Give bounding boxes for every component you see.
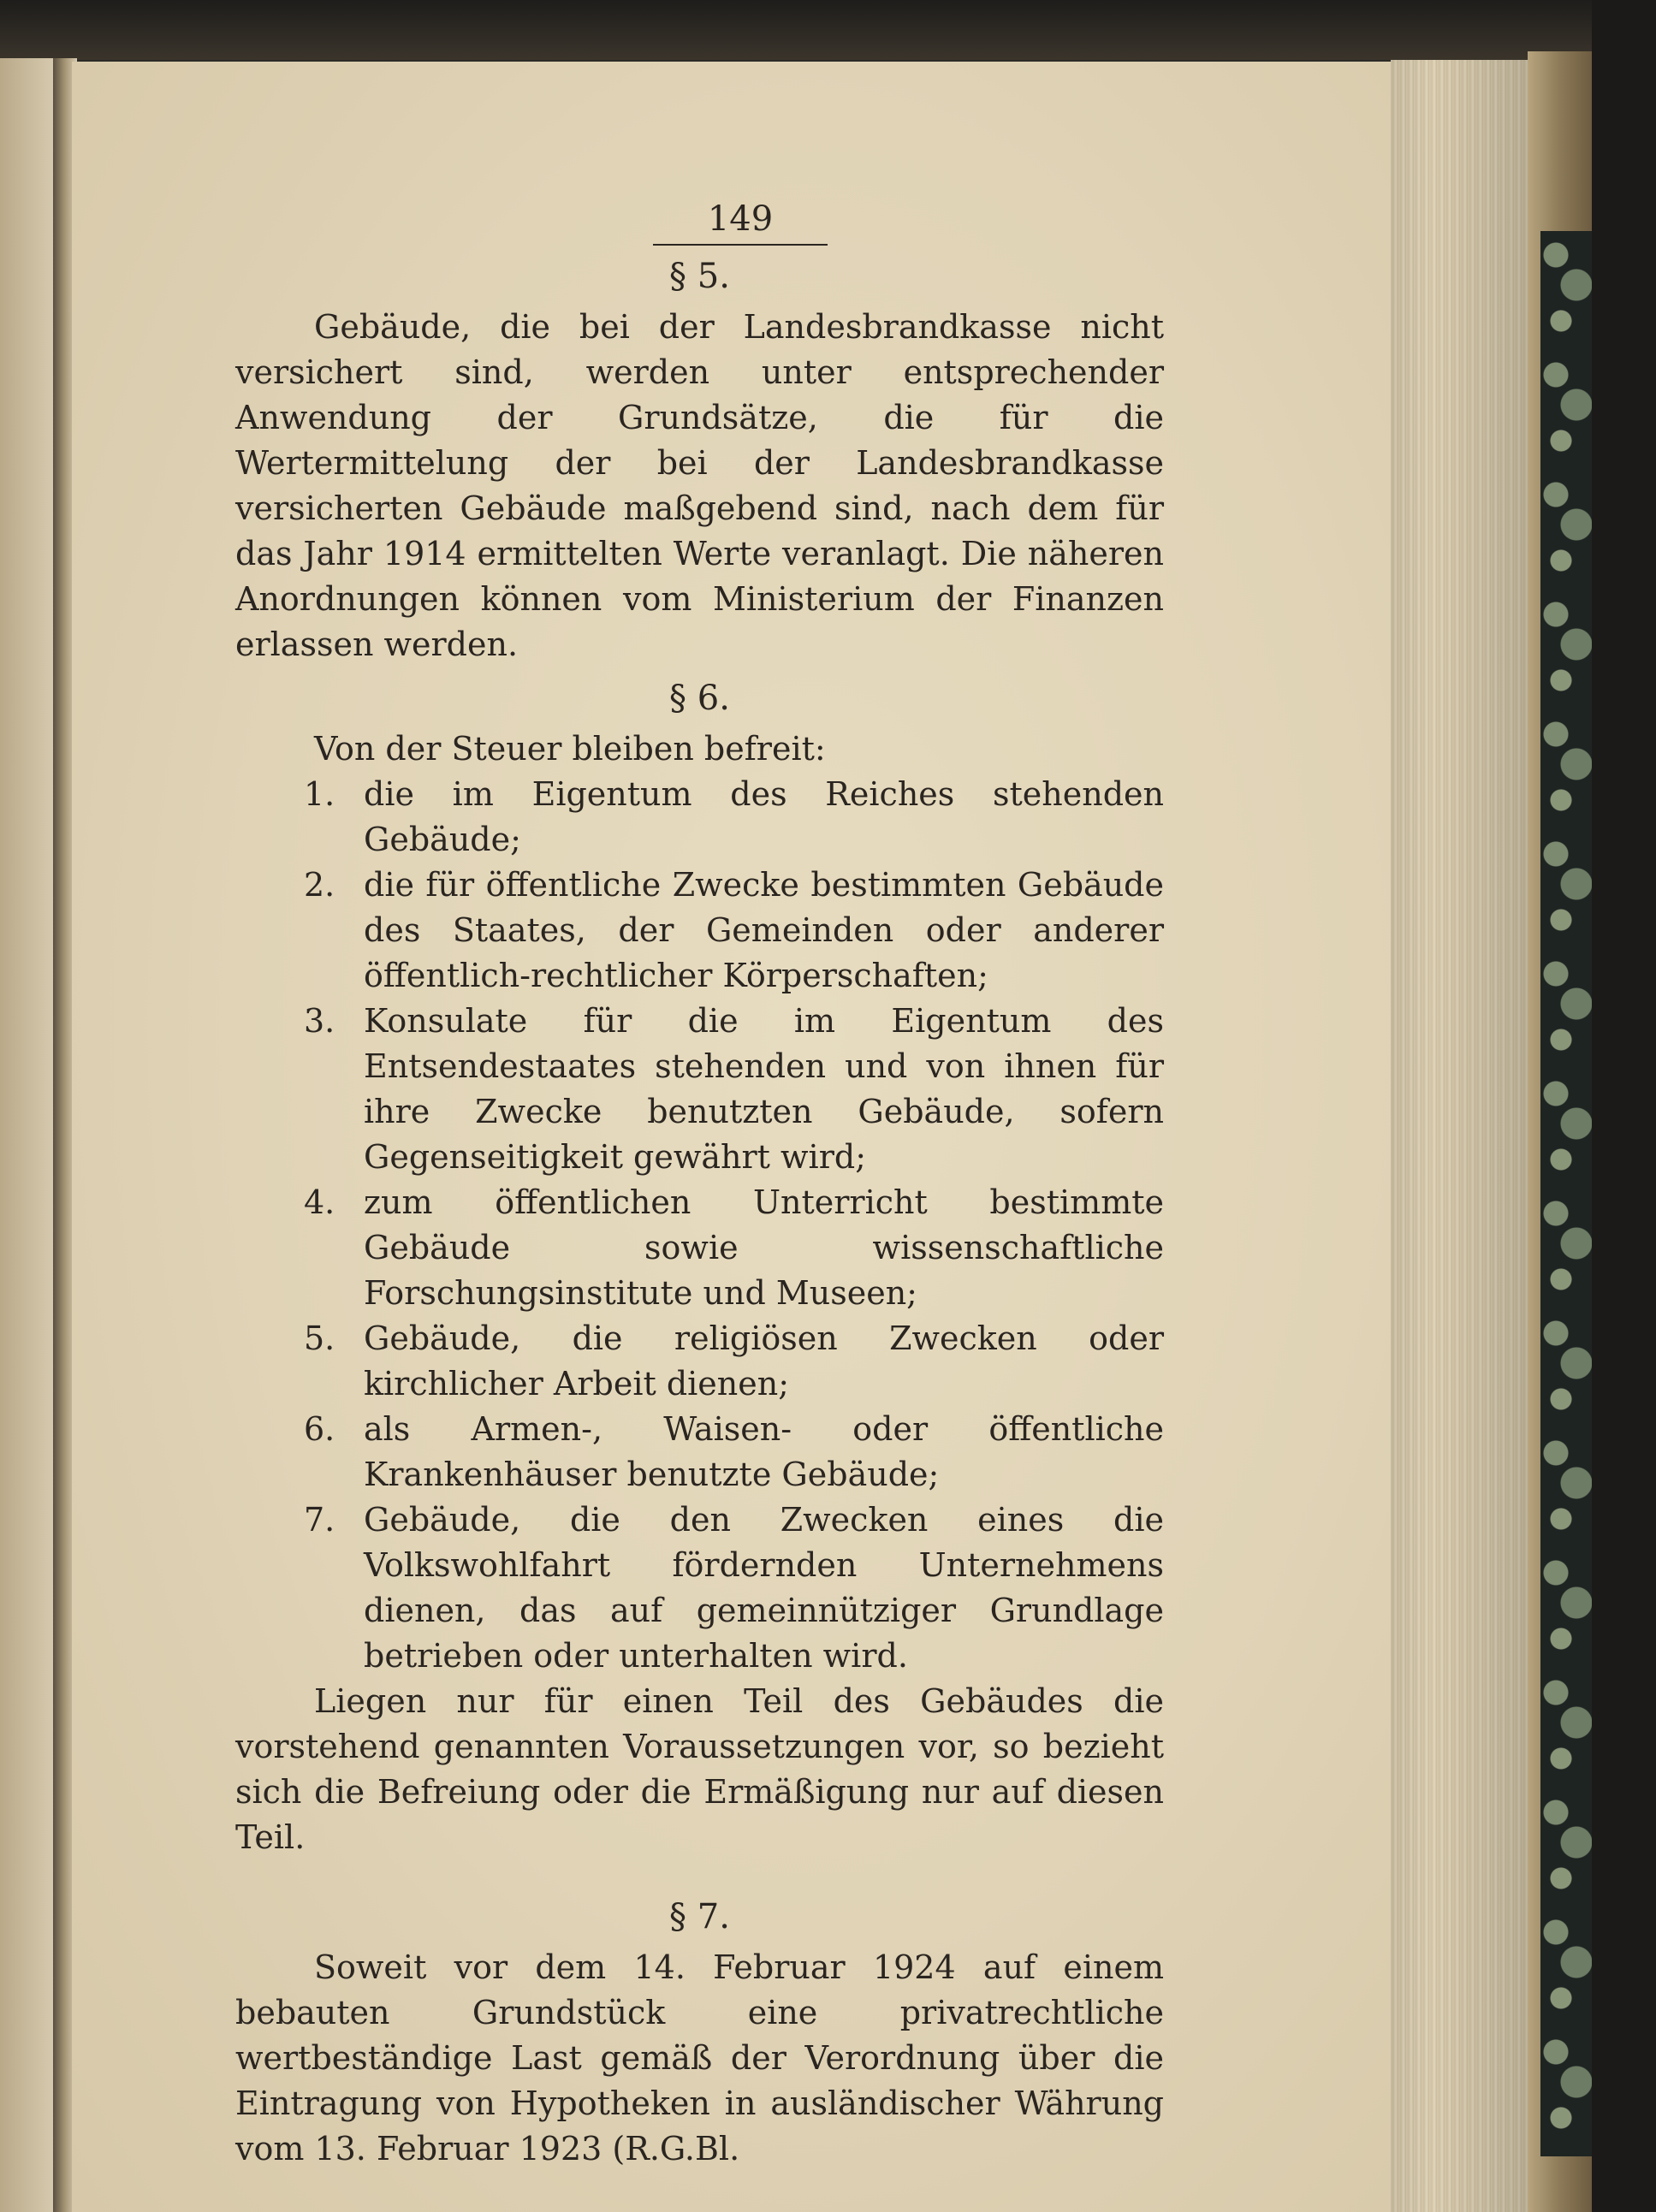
list-item-text: die für öffentliche Zwecke bestimmten Gebäude des Staates, der Gemeinden oder anderer öffentlich-rechtlicher Körperschaften; — [364, 866, 1164, 994]
background-edge — [1592, 0, 1656, 2212]
section-6-intro: Von der Steuer bleiben befreit: — [314, 730, 826, 768]
section-6-heading: § 6. — [669, 679, 730, 718]
list-item-number: 2. — [304, 866, 335, 904]
list-item — [235, 1180, 1164, 1316]
page-stack-shade — [1391, 60, 1528, 2212]
list-item-text: zum öffentlichen Unterricht bestimmte Gebäude sowie wissenschaftliche Forschungsinstitute und Museen; — [364, 1183, 1164, 1312]
list-item — [235, 863, 1164, 999]
list-item — [235, 1497, 1164, 1679]
list-item-text: als Armen-, Waisen- oder öffentliche Krankenhäuser benutzte Gebäude; — [364, 1410, 1164, 1493]
list-item — [235, 1316, 1164, 1407]
page-text-block — [235, 197, 1164, 2172]
page-number-wrap — [312, 197, 1168, 246]
list-item-number: 1. — [304, 775, 335, 813]
list-item-text: Gebäude, die den Zwecken eines die Volkswohlfahrt fördernden Unternehmens dienen, das auf gemeinnütziger Grundlage betrieben oder unterhalten wird. — [364, 1501, 1164, 1675]
marbled-cover — [1540, 231, 1592, 2156]
list-item — [235, 772, 1164, 863]
list-item-text: die im Eigentum des Reiches stehenden Gebäude; — [364, 775, 1164, 858]
page-number: 149 — [653, 198, 828, 246]
list-item-number: 3. — [304, 1002, 335, 1040]
list-item-text: Konsulate für die im Eigentum des Entsendestaates stehenden und von ihnen für ihre Zwecke benutzten Gebäude, sofern Gegenseitigkeit gewährt wird; — [364, 1002, 1164, 1176]
section-6-closing: Liegen nur für einen Teil des Gebäudes die vorstehend genannten Voraussetzungen vor, so bezieht sich die Befreiung oder die Ermäßigung nur auf diesen Teil. — [235, 1682, 1164, 1856]
book-cover-top — [0, 0, 1656, 60]
list-item — [235, 999, 1164, 1180]
section-7-text: Soweit vor dem 14. Februar 1924 auf einem bebauten Grundstück eine privatrechtliche wertbeständige Last gemäß der Verordnung über die Eintragung von Hypotheken in ausländischer Währung vom 13. Februar 1923 (R.G.Bl. — [235, 1948, 1164, 2168]
list-item-number: 6. — [304, 1410, 335, 1448]
exemption-list — [235, 772, 1164, 1679]
section-5-text: Gebäude, die bei der Landesbrandkasse nicht versichert sind, werden unter entsprechender Anwendung der Grundsätze, die für die Wertermittelung der bei der Landesbrandkasse versicherten Gebäude maßgebend sind, nach dem für das Jahr 1914 ermittelten Werte veranlagt. Die näheren Anordnungen können vom Ministerium der Finanzen erlassen werden. — [235, 308, 1164, 663]
list-item — [235, 1407, 1164, 1497]
section-5-heading: § 5. — [669, 257, 730, 296]
section-7-heading: § 7. — [669, 1897, 730, 1936]
list-item-number: 4. — [304, 1183, 335, 1221]
list-item-text: Gebäude, die religiösen Zwecken oder kirchlicher Arbeit dienen; — [364, 1319, 1164, 1403]
list-item-number: 5. — [304, 1319, 335, 1357]
section-gap — [235, 1860, 1164, 1886]
list-item-number: 7. — [304, 1501, 335, 1539]
left-page-edge — [0, 58, 60, 2212]
